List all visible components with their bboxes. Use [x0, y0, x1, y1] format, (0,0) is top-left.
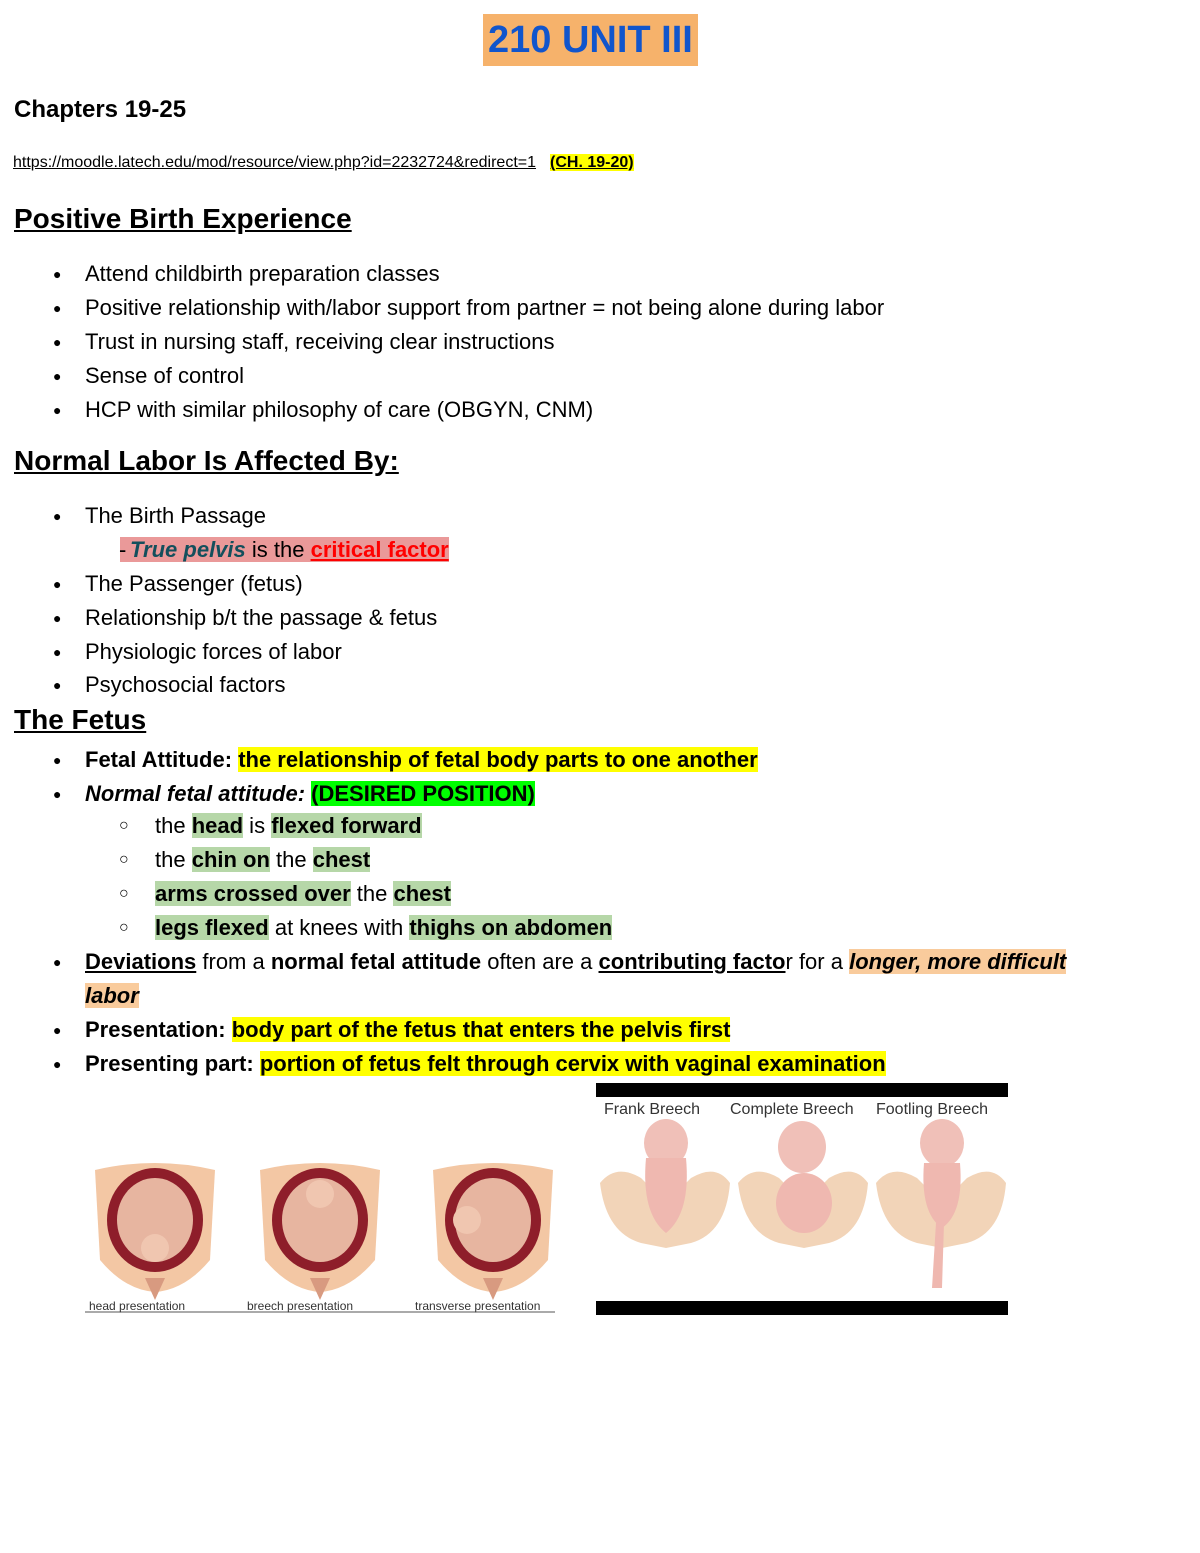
- presentation-definition: body part of the fetus that enters the pelvis first: [231, 1017, 731, 1042]
- normal-attitude-sublist: [50, 809, 612, 945]
- highlight-term: chest: [393, 881, 451, 906]
- sub-list-item: [50, 843, 612, 877]
- longer-labor-term: longer, more difficult labor: [85, 949, 1067, 1008]
- complete-breech-caption: Complete Breech: [730, 1101, 854, 1118]
- resource-link-line: [13, 154, 634, 172]
- highlight-term: thighs on abdomen: [409, 915, 613, 940]
- list-item: ● The Passenger (fetus): [50, 567, 437, 601]
- list-item: ● Psychosocial factors: [50, 668, 437, 701]
- chapters-subtitle: Chapters 19-25: [14, 96, 187, 123]
- head-presentation-caption: head presentation: [89, 1299, 186, 1313]
- list-item: ● Trust in nursing staff, receiving clear instructions: [50, 325, 884, 359]
- contributing-factor-term: contributing facto: [598, 949, 786, 974]
- normal-attitude-label: Normal fetal attitude:: [85, 781, 306, 806]
- page-title: 210 UNIT III: [483, 14, 698, 66]
- text-span: often are a: [481, 949, 599, 974]
- list-item: ● Relationship b/t the passage & fetus: [50, 601, 437, 635]
- list-item: ● HCP with similar philosophy of care (OBGYN, CNM): [50, 393, 884, 427]
- list-item: ● Attend childbirth preparation classes: [50, 257, 884, 291]
- text-span: normal fetal attitude: [270, 949, 482, 974]
- list-item: ● Positive relationship with/labor support from partner = not being alone during labor: [50, 291, 884, 325]
- heading-positive-birth-experience: Positive Birth Experience: [14, 203, 352, 234]
- highlight-term: legs flexed: [155, 915, 269, 940]
- deviations-term: Deviations: [85, 949, 197, 974]
- text-span: r for a: [785, 949, 850, 974]
- text-span: the: [269, 847, 313, 872]
- highlight-term: head: [191, 813, 244, 838]
- fetal-attitude-label: Fetal Attitude:: [85, 747, 233, 772]
- presentation-label: Presentation:: [85, 1017, 226, 1042]
- list-item: ● Physiologic forces of labor: [50, 635, 437, 668]
- text-span: the: [155, 813, 192, 838]
- list-item: [50, 743, 758, 777]
- fetus-list: [50, 743, 758, 811]
- critical-factor-term: critical factor: [310, 537, 449, 562]
- frank-breech-caption: Frank Breech: [604, 1101, 701, 1118]
- highlight-term: chest: [312, 847, 371, 872]
- list-item: [50, 1013, 1125, 1047]
- fetus-list-cont: [50, 945, 1125, 1081]
- highlight-term: chin on: [191, 847, 270, 872]
- resource-link[interactable]: https://moodle.latech.edu/mod/resource/view.php?id=2232724&redirect=1: [13, 154, 537, 171]
- list-item: ● The Birth Passage: [50, 499, 266, 533]
- list-item: [50, 777, 758, 811]
- presentation-figure: [85, 1160, 557, 1320]
- list-item: [50, 1047, 1125, 1081]
- text-span: at knees with: [268, 915, 410, 940]
- footling-breech-caption: Footling Breech: [876, 1101, 989, 1118]
- highlight-term: flexed forward: [271, 813, 422, 838]
- highlight-term: arms crossed over: [155, 881, 351, 906]
- breech-presentation-illustration: [260, 1163, 380, 1300]
- transverse-presentation-caption: transverse presentation: [415, 1299, 541, 1313]
- heading-the-fetus: The Fetus: [14, 704, 147, 735]
- text-span: is the: [245, 537, 311, 562]
- dash-marker: -: [119, 537, 127, 562]
- text-span: from a: [196, 949, 271, 974]
- deviations-item: [50, 945, 1125, 1013]
- breech-presentation-caption: breech presentation: [247, 1299, 354, 1313]
- sub-list-item: [50, 809, 612, 843]
- transverse-presentation-illustration: [433, 1163, 553, 1300]
- text-span: the: [350, 881, 394, 906]
- sub-list-item: [50, 877, 612, 911]
- fetal-attitude-definition: the relationship of fetal body parts to one another: [238, 747, 758, 772]
- normal-labor-list: [50, 499, 266, 533]
- true-pelvis-subitem: [50, 533, 449, 567]
- desired-position-tag: (DESIRED POSITION): [311, 781, 535, 806]
- normal-labor-list-cont: [50, 567, 437, 701]
- breech-types-figure: [596, 1083, 1008, 1315]
- sub-list-item: [50, 911, 612, 945]
- chapter-reference: (CH. 19-20): [550, 154, 634, 171]
- heading-normal-labor: Normal Labor Is Affected By:: [14, 445, 399, 476]
- positive-birth-list: [50, 257, 884, 427]
- true-pelvis-term: True pelvis: [130, 537, 246, 562]
- text-span: the: [155, 847, 192, 872]
- text-span: is: [243, 813, 272, 838]
- list-item: ● Sense of control: [50, 359, 884, 393]
- head-presentation-illustration: [95, 1163, 215, 1300]
- presenting-part-label: Presenting part:: [85, 1051, 254, 1076]
- presenting-part-definition: portion of fetus felt through cervix with vaginal examination: [259, 1051, 886, 1076]
